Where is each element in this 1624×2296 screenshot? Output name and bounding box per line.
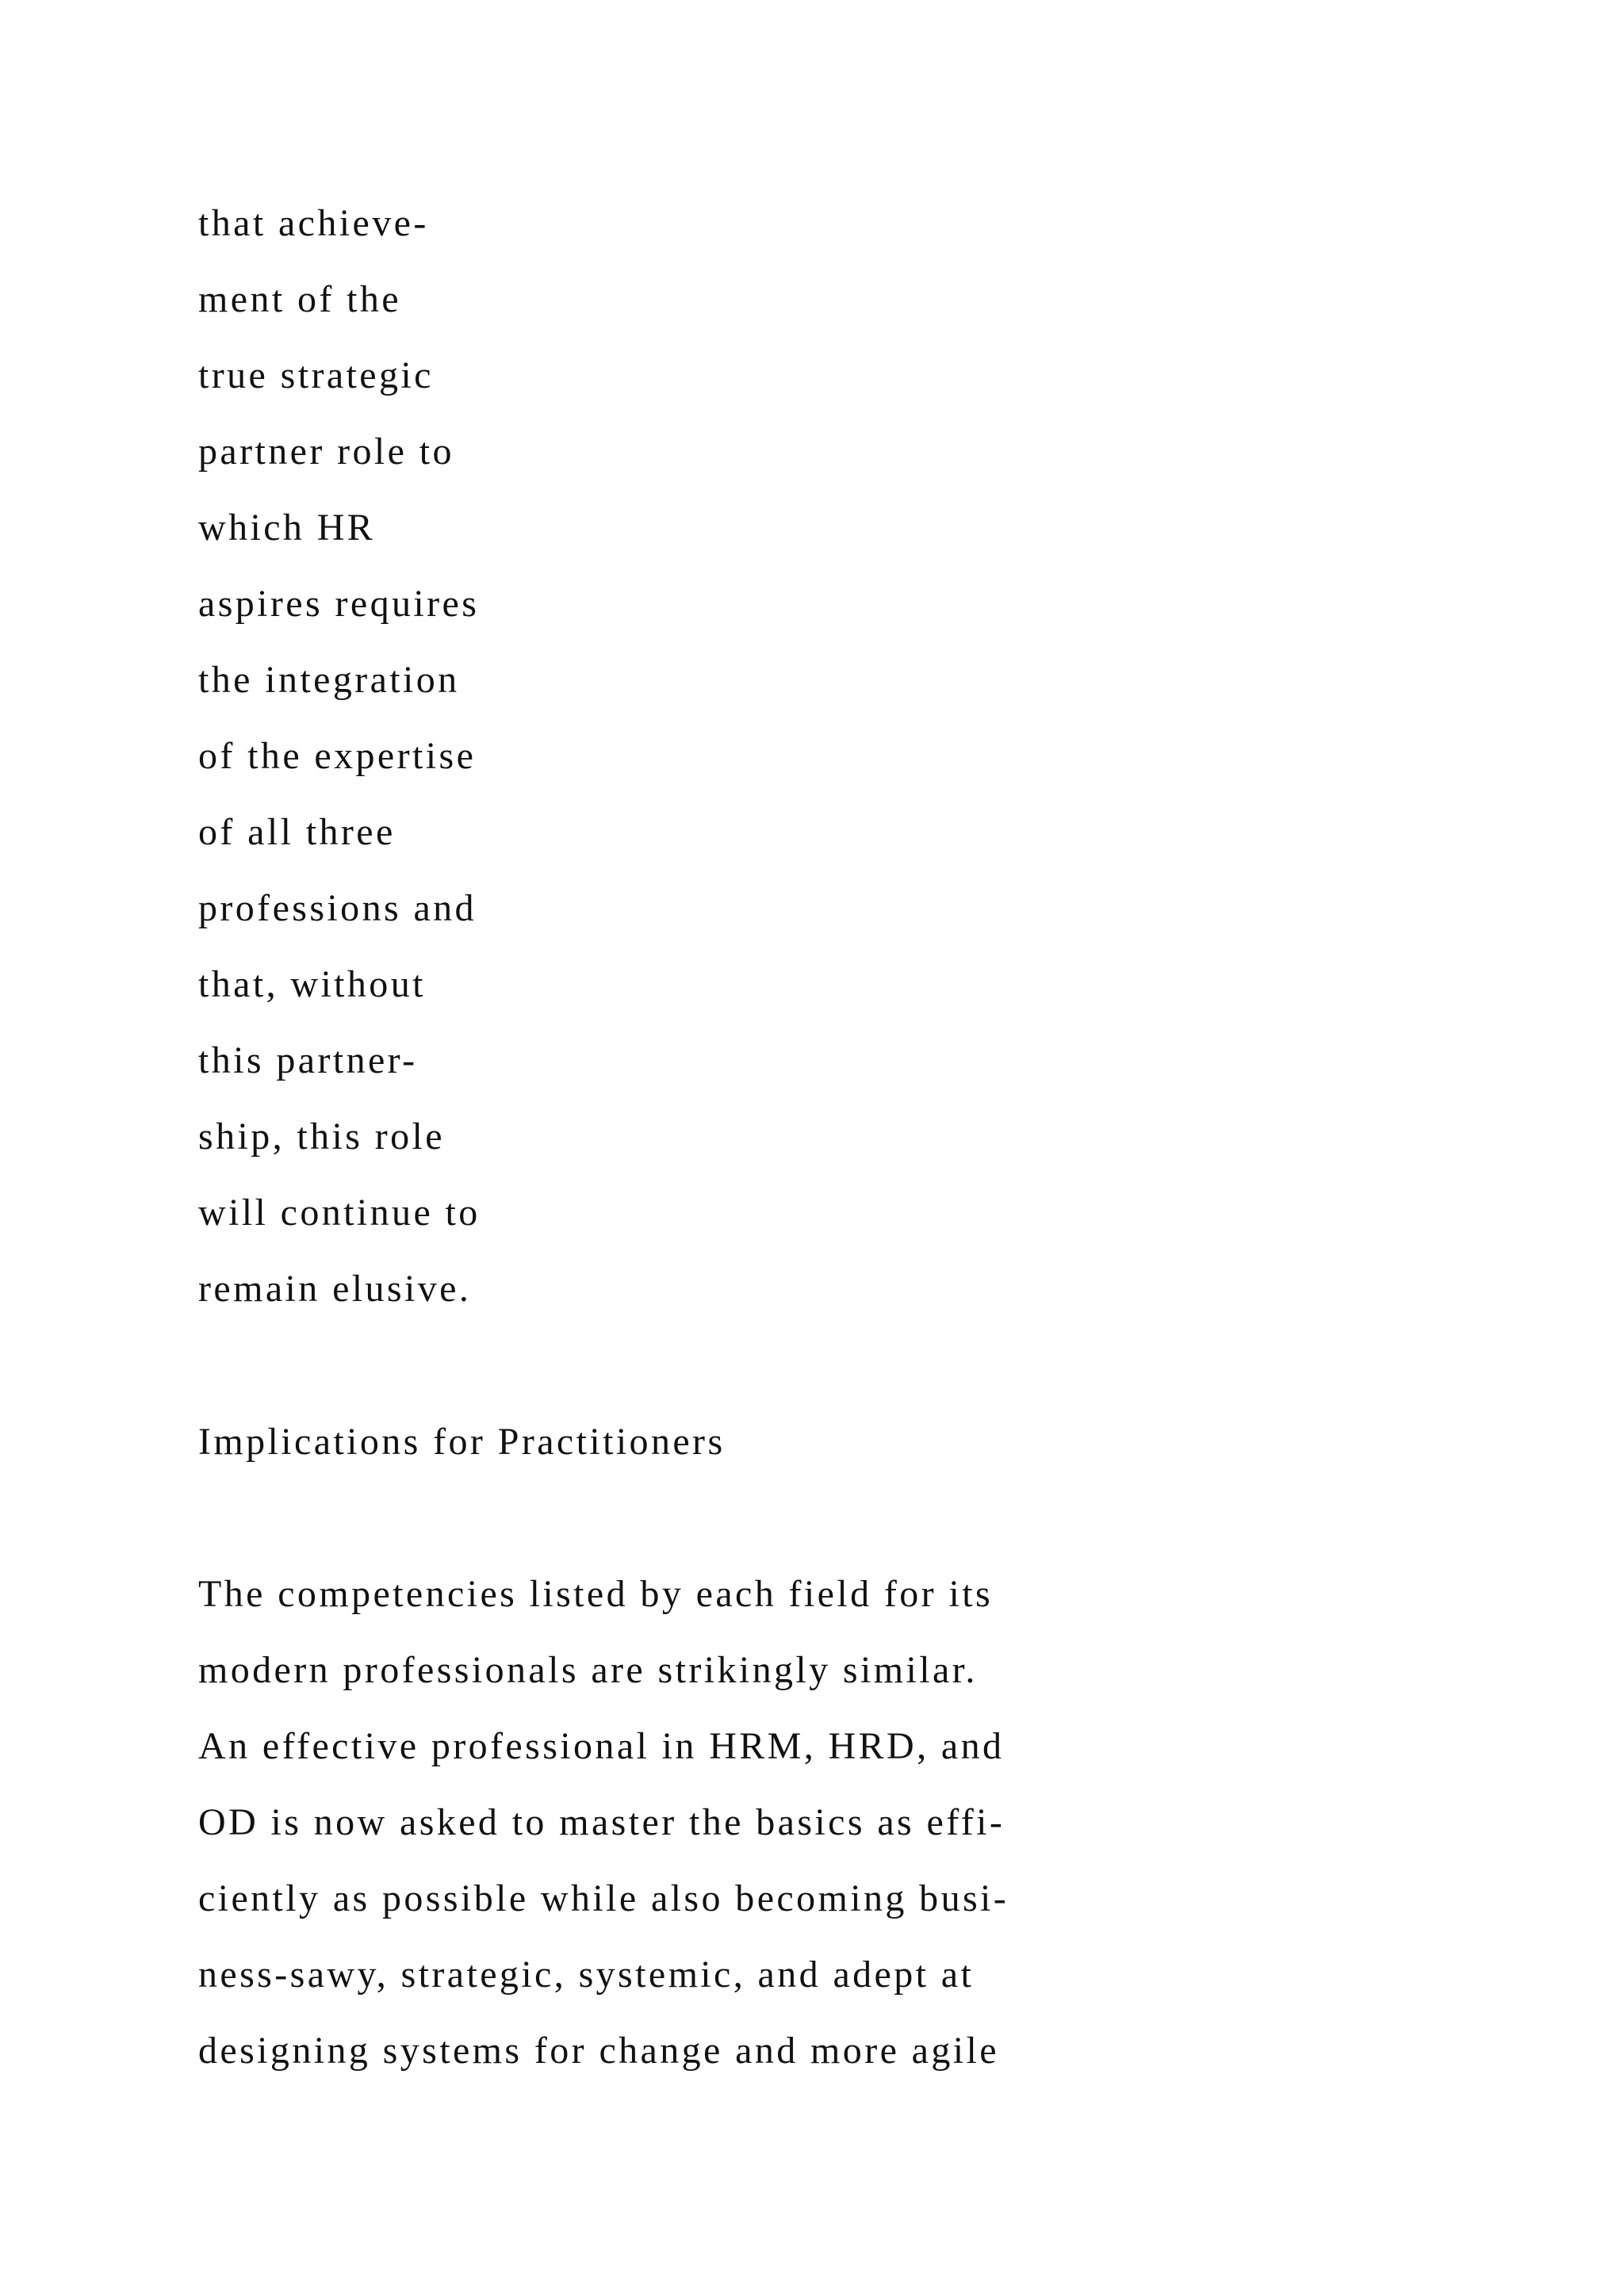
paragraph-line: designing systems for change and more agile (198, 2030, 999, 2072)
text-line: this partner- (198, 1039, 418, 1081)
text-line: the integration (198, 659, 460, 701)
text-line: that, without (198, 963, 426, 1005)
text-line: of the expertise (198, 735, 477, 777)
text-line: of all three (198, 811, 396, 853)
text-line: true strategic (198, 354, 434, 396)
text-line: will continue to (198, 1192, 481, 1234)
paragraph-line: modern professionals are strikingly similar. (198, 1649, 978, 1691)
paragraph-line: OD is now asked to master the basics as effi- (198, 1801, 1005, 1843)
text-line: ship, this role (198, 1115, 445, 1158)
text-line: that achieve- (198, 202, 429, 244)
text-line: professions and (198, 887, 477, 929)
section-heading: Implications for Practitioners (198, 1421, 726, 1463)
paragraph-line: An effective professional in HRM, HRD, and (198, 1725, 1005, 1767)
text-line: partner role to (198, 430, 454, 473)
text-line: remain elusive. (198, 1268, 472, 1310)
text-line: which HR (198, 507, 376, 549)
text-line: aspires requires (198, 583, 480, 625)
paragraph-line: ness-sawy, strategic, systemic, and adept at (198, 1954, 975, 1996)
paragraph-line: The competencies listed by each field for its (198, 1573, 994, 1615)
paragraph-line: ciently as possible while also becoming busi- (198, 1877, 1009, 1919)
text-line: ment of the (198, 278, 402, 320)
